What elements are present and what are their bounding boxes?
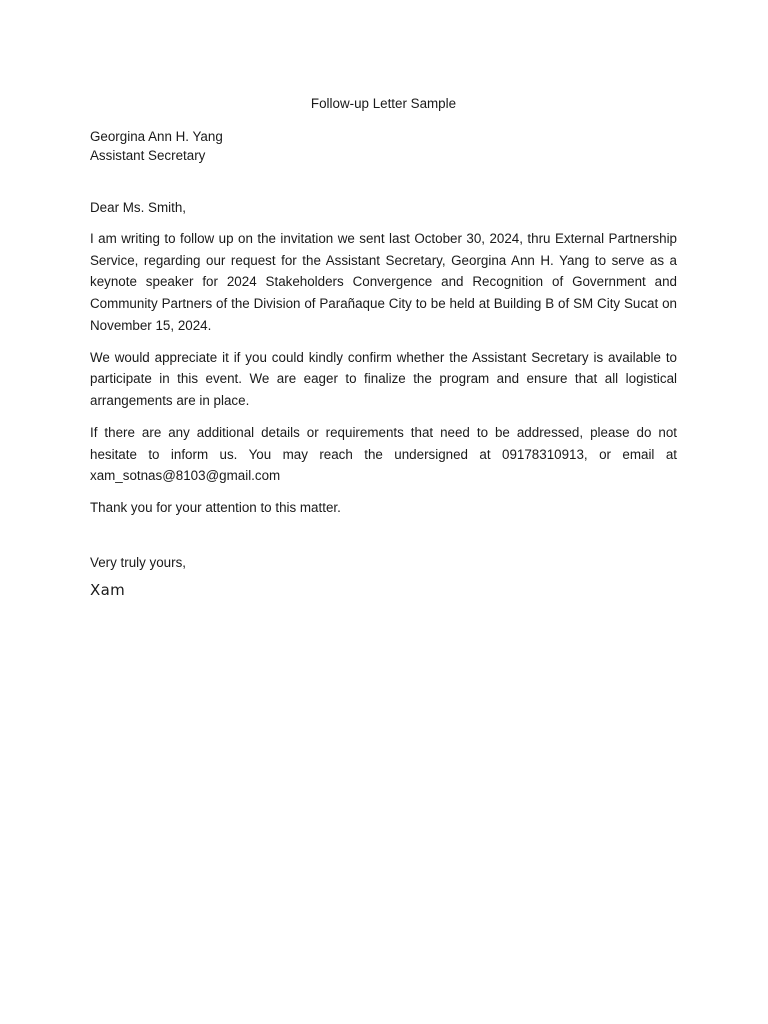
recipient-position: Assistant Secretary [90,147,206,163]
document-title: Follow-up Letter Sample [310,96,457,111]
salutation: Dear Ms. Smith, [90,199,186,215]
closing: Very truly yours, [90,554,186,570]
recipient-block [90,127,677,165]
signature: Xam [90,581,125,600]
letter-page [90,93,677,602]
body-paragraph: Thank you for your attention to this matter. [90,500,341,516]
letter-body [90,228,677,519]
body-paragraph: We would appreciate it if you could kindly confirm whether the Assistant Secretary is available to participate in this event. We are eager to finalize the program and ensure that all logistical arrangements are in place. [90,349,677,408]
body-paragraph: I am writing to follow up on the invitation we sent last October 30, 2024, thru External Partnership Service, regarding our request for the Assistant Secretary, Georgina Ann H. Yang to serve as a keynote speaker for 2024 Stakeholders Convergence and Recognition of Government and Community Partners of the Division of Parañaque City to be held at Building B of SM City Sucat on November 15, 2024. [90,231,677,333]
body-paragraph: If there are any additional details or requirements that need to be addressed, please do not hesitate to inform us. You may reach the undersigned at 09178310913, or email at xam_sotnas@8103@gmail.com [90,424,677,484]
recipient-name: Georgina Ann H. Yang [90,128,223,144]
